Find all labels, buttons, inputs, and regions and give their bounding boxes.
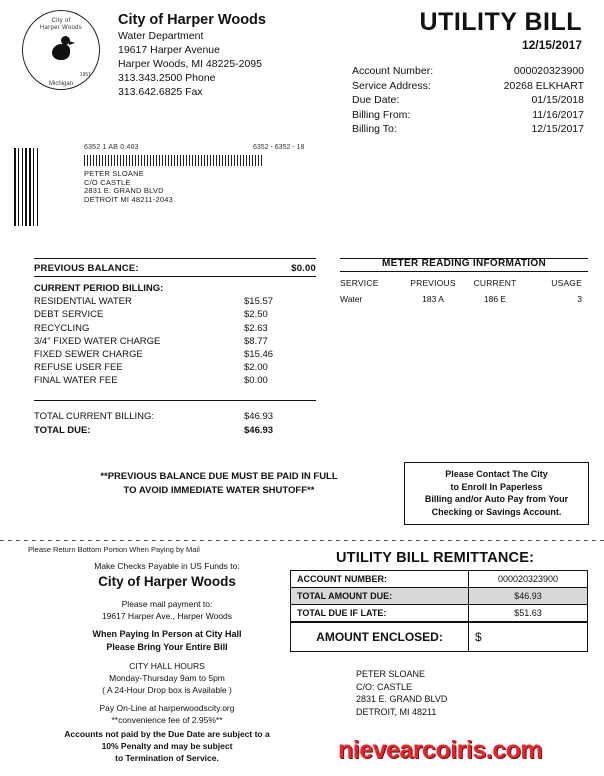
city-address-line2: Harper Woods, MI 48225-2095 <box>118 58 262 70</box>
shutoff-warning-line2: TO AVOID IMMEDIATE WATER SHUTOFF** <box>123 485 315 496</box>
charge-label: DEBT SERVICE <box>34 309 104 321</box>
payee-name: City of Harper Woods <box>98 574 236 589</box>
account-value: 01/15/2018 <box>531 94 584 106</box>
site-watermark: nievearcoiris.com <box>338 736 543 764</box>
charge-amount: $2.50 <box>244 309 268 321</box>
meter-header-row <box>340 276 588 290</box>
city-fax: 313.642.6825 Fax <box>118 86 203 98</box>
billing-detail <box>34 262 316 388</box>
remittance-late-label: TOTAL DUE IF LATE: <box>291 605 469 621</box>
meter-col-current: CURRENT <box>473 278 517 288</box>
paperless-line2: to Enroll In Paperless <box>450 481 543 492</box>
account-row <box>352 122 584 137</box>
remittance-total-due-value: $46.93 <box>514 591 542 601</box>
account-row <box>352 93 584 108</box>
total-current-row <box>34 410 316 424</box>
account-summary <box>352 64 584 137</box>
remittance-account-label: ACCOUNT NUMBER: <box>291 571 469 587</box>
bill-date: 12/15/2017 <box>521 38 582 52</box>
penalty-line3: to Termination of Service. <box>115 753 219 763</box>
account-row <box>352 64 584 79</box>
bird-icon <box>48 36 74 66</box>
charge-label: RECYCLING <box>34 322 90 334</box>
meter-title-rule <box>340 271 588 272</box>
recipient-line3: DETROIT MI 48211-2043 <box>84 194 173 204</box>
remit-line1: C/O: CASTLE <box>356 681 413 692</box>
total-due-label: TOTAL DUE: <box>34 425 91 436</box>
remittance-title: UTILITY BILL REMITTANCE: <box>336 550 535 566</box>
account-label: Due Date: <box>352 94 400 106</box>
in-person-line1: When Paying In Person at City Hall <box>92 629 242 639</box>
tear-off-note: Please Return Bottom Portion When Paying by Mail <box>28 545 200 554</box>
remittance-row-total-due <box>291 588 587 605</box>
city-hall-hours-line2: ( A 24-Hour Drop box is Available ) <box>102 685 232 695</box>
seal-text-top <box>22 18 100 32</box>
account-value: 12/15/2017 <box>531 123 584 135</box>
shutoff-warning <box>44 470 394 498</box>
charge-row <box>34 361 316 374</box>
mail-endorsement-left: 6352 1 AB 0.403 <box>84 144 139 151</box>
charge-amount: $2.00 <box>244 362 268 374</box>
billing-totals <box>34 410 316 438</box>
remit-line3: DETROIT, MI 48211 <box>356 706 437 717</box>
remit-line2: 2831 E. GRAND BLVD <box>356 694 448 704</box>
meter-col-usage: USAGE <box>551 278 582 288</box>
charge-amount: $0.00 <box>244 375 268 387</box>
meter-usage: 3 <box>577 294 582 304</box>
charge-label: 3/4" FIXED WATER CHARGE <box>34 335 161 347</box>
city-hall-hours-line1: Monday-Thursday 9am to 5pm <box>109 673 225 683</box>
meter-col-service: SERVICE <box>340 278 379 288</box>
seal-city-name: Harper Woods <box>39 25 83 31</box>
charge-label: FIXED SEWER CHARGE <box>34 349 143 361</box>
checks-payable-label: Make Checks Payable in US Funds to: <box>94 561 240 571</box>
charge-amount: $15.46 <box>244 349 274 361</box>
account-label: Account Number: <box>352 65 434 77</box>
meter-service: Water <box>340 294 363 304</box>
pay-online-link[interactable]: Pay On-Line at harperwoodscity.org <box>99 703 235 713</box>
recipient-line2: 2831 E. GRAND BLVD <box>84 186 164 196</box>
billing-top-rule <box>34 258 316 259</box>
remittance-late-value: $51.63 <box>514 608 542 618</box>
paperless-line4: Checking or Savings Account. <box>431 506 562 517</box>
amount-enclosed-label: AMOUNT ENCLOSED: <box>291 623 469 651</box>
previous-balance-amount: $0.00 <box>291 263 316 274</box>
charge-label: REFUSE USER FEE <box>34 362 123 374</box>
paperless-line1: Please Contact The City <box>445 469 548 479</box>
payment-instructions <box>22 560 312 726</box>
remittance-total-due-label: TOTAL AMOUNT DUE: <box>291 588 469 604</box>
department-name: Water Department <box>118 30 204 42</box>
remittance-table <box>290 570 588 652</box>
mail-endorsement-right: 6352 - 6352 - 18 <box>253 144 305 151</box>
city-name: City of Harper Woods <box>118 12 266 28</box>
city-phone: 313.343.2500 Phone <box>118 72 216 84</box>
meter-current: 186 E <box>483 294 507 304</box>
postal-barcode <box>14 148 40 226</box>
account-label: Billing To: <box>352 123 397 135</box>
page-title: UTILITY BILL <box>419 8 582 36</box>
charge-row <box>34 374 316 387</box>
account-row <box>352 79 584 94</box>
remit-name: PETER SLOANE <box>356 669 426 679</box>
remittance-row-account <box>291 571 587 588</box>
account-value: 000020323900 <box>513 65 584 77</box>
mailing-address <box>84 170 173 204</box>
amount-enclosed-input[interactable]: $ <box>475 630 482 644</box>
charge-amount: $8.77 <box>244 335 268 347</box>
previous-balance-label: PREVIOUS BALANCE: <box>34 263 139 274</box>
remittance-row-late <box>291 605 587 622</box>
account-label: Billing From: <box>352 108 411 121</box>
paperless-billing-box <box>404 462 589 525</box>
billing-bottom-rule <box>34 400 316 401</box>
mail-payment-label: Please mail payment to: <box>121 599 213 609</box>
account-value: 11/16/2017 <box>532 108 584 121</box>
city-seal-logo <box>22 10 102 94</box>
account-value: 20268 ELKHART <box>503 79 584 92</box>
charge-amount: $15.57 <box>244 296 274 308</box>
in-person-line2: Please Bring Your Entire Bill <box>106 642 228 652</box>
tear-off-divider <box>0 540 604 541</box>
charge-row <box>34 348 316 361</box>
convenience-fee-note: **convenience fee of 2.95%** <box>111 715 223 725</box>
penalty-line2: 10% Penalty and may be subject <box>101 741 233 751</box>
charge-amount: $2.63 <box>244 322 268 334</box>
amount-enclosed-row <box>291 622 587 651</box>
account-row <box>352 108 584 123</box>
city-address-block <box>118 12 348 99</box>
charge-row <box>34 335 316 348</box>
current-period-label: CURRENT PERIOD BILLING: <box>34 283 164 295</box>
seal-state: Michigan <box>48 81 73 87</box>
remittance-account-value: 000020323900 <box>497 574 559 584</box>
charge-row <box>34 308 316 321</box>
city-hall-hours-title: CITY HALL HOURS <box>129 661 205 671</box>
shutoff-warning-line1: **PREVIOUS BALANCE DUE MUST BE PAID IN FULL <box>100 471 338 482</box>
seal-year: 1951 <box>79 72 91 78</box>
seal-city: City of <box>51 18 71 24</box>
charge-label: FINAL WATER FEE <box>34 375 118 387</box>
meter-title: METER READING INFORMATION <box>382 258 546 269</box>
account-label: Service Address: <box>352 79 431 92</box>
charge-row <box>34 322 316 335</box>
intelligent-mail-barcode <box>84 155 264 166</box>
penalty-note <box>22 728 312 764</box>
penalty-line1: Accounts not paid by the Due Date are subject to a <box>64 729 270 739</box>
paperless-line3: Billing and/or Auto Pay from Your <box>424 494 569 504</box>
meter-reading-section <box>340 258 588 306</box>
previous-balance-row <box>34 262 316 275</box>
meter-col-previous: PREVIOUS <box>410 278 456 288</box>
meter-previous: 183 A <box>422 294 444 304</box>
mail-payment-address: 19617 Harper Ave., Harper Woods <box>101 611 233 621</box>
charge-label: RESIDENTIAL WATER <box>34 296 132 308</box>
charge-row <box>34 295 316 308</box>
city-address-line1: 19617 Harper Avenue <box>118 44 220 56</box>
total-current-label: TOTAL CURRENT BILLING: <box>34 411 155 422</box>
total-current-amount: $46.93 <box>244 411 274 422</box>
meter-row <box>340 292 588 306</box>
total-due-row <box>34 424 316 438</box>
total-due-amount: $46.93 <box>244 425 274 436</box>
remittance-customer-address <box>356 668 447 718</box>
recipient-name: PETER SLOANE <box>84 169 144 178</box>
recipient-line1: C/O CASTLE <box>84 177 131 187</box>
